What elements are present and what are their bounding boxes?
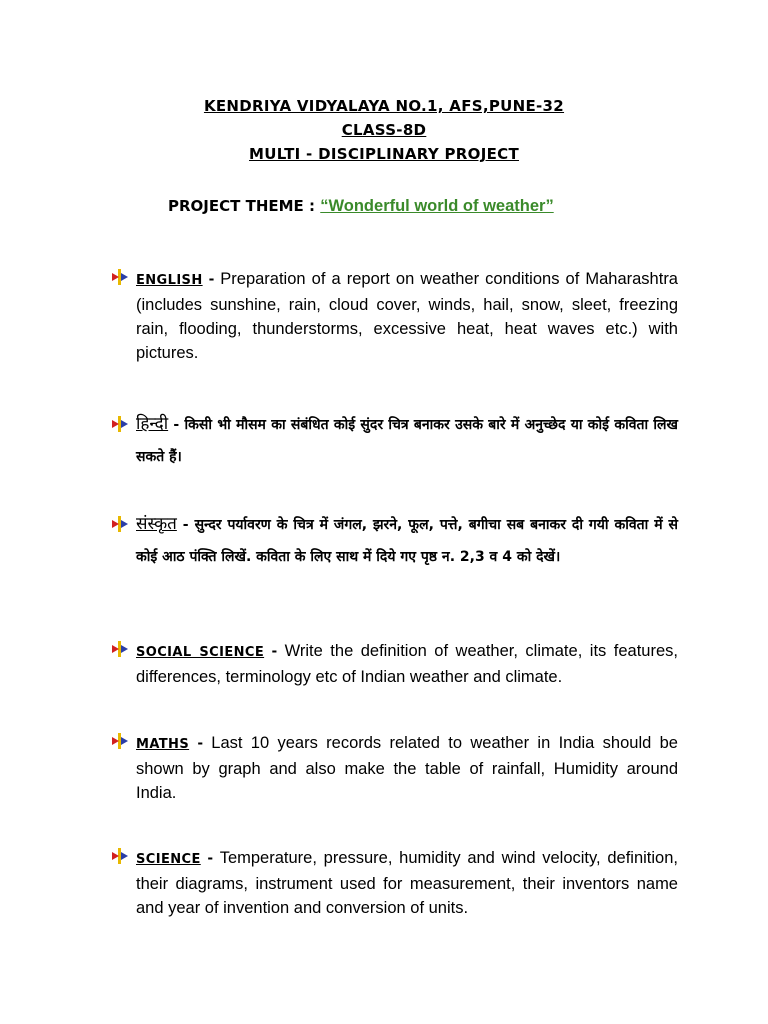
class-name: CLASS-8D (341, 121, 427, 139)
arrow-bullet-icon (112, 848, 128, 864)
subject-label: संस्कृत (136, 514, 177, 534)
item-text: Last 10 years records related to weather in India should be shown by graph and also make the table of rainfall, Humidity around India. (136, 734, 678, 802)
arrow-bullet-icon (112, 641, 128, 657)
subject-label: SCIENCE (136, 852, 201, 867)
arrow-bullet-icon (112, 516, 128, 532)
list-item-social-science: SOCIAL SCIENCE - Write the definition of weather, climate, its features, differences, terminology etc of Indian weather and climate. (112, 639, 678, 689)
list-item-sanskrit: संस्कृत - सुन्दर पर्यावरण के चित्र में जंगल, झरने, फूल, पत्ते, बगीचा सब बनाकर दी गयी कविता में से कोई आठ पंक्ति लिखें. कविता के लिए साथ में दिये गए पृष्ठ न. 2,3 व 4 को देखें। (112, 508, 678, 573)
item-text: सुन्दर पर्यावरण के चित्र में जंगल, झरने, फूल, पत्ते, बगीचा सब बनाकर दी गयी कविता में से कोई आठ पंक्ति लिखें. कविता के लिए साथ में दिये गए पृष्ठ न. 2,3 व 4 को देखें। (136, 517, 678, 565)
item-text: Preparation of a report on weather conditions of Maharashtra (includes sunshine, rain, cloud cover, winds, hail, snow, sleet, freezing rain, flooding, thunderstorms, excessive heat, heat waves etc.) with pictures. (136, 270, 678, 362)
arrow-bullet-icon (112, 416, 128, 432)
subject-label: ENGLISH (136, 273, 203, 288)
subject-label: MATHS (136, 737, 190, 752)
item-text: किसी भी मौसम का संबंधित कोई सुंदर चित्र बनाकर उसके बारे में अनुच्छेद या कोई कविता लिख सकते हैं। (136, 417, 678, 465)
item-text: Write the definition of weather, climate, its features, differences, terminology etc of Indian weather and climate. (136, 642, 678, 686)
subject-label: SOCIAL SCIENCE (136, 645, 265, 660)
arrow-bullet-icon (112, 269, 128, 285)
subject-label: हिन्दी (136, 414, 169, 434)
arrow-bullet-icon (112, 733, 128, 749)
list-item-maths: MATHS - Last 10 years records related to weather in India should be shown by graph and also make the table of rainfall, Humidity around India. (112, 731, 678, 805)
item-text: Temperature, pressure, humidity and wind velocity, definition, their diagrams, instrument used for measurement, their inventors name and year of invention and conversion of units. (136, 849, 678, 917)
school-name: KENDRIYA VIDYALAYA NO.1, AFS,PUNE-32 (203, 97, 565, 115)
project-theme (168, 197, 554, 216)
theme-quote: “Wonderful world of weather” (320, 197, 554, 215)
list-item-science: SCIENCE - Temperature, pressure, humidity and wind velocity, definition, their diagrams, instrument used for measurement, their inventors name and year of invention and conversion of units. (112, 846, 678, 920)
list-item-english: ENGLISH - Preparation of a report on weather conditions of Maharashtra (includes sunshine, rain, cloud cover, winds, hail, snow, sleet, freezing rain, flooding, thunderstorms, excessive heat, heat waves etc.) with pictures. (112, 267, 678, 365)
project-title: MULTI - DISCIPLINARY PROJECT (249, 145, 519, 163)
document-header (0, 94, 768, 166)
theme-label: PROJECT THEME : (168, 197, 316, 215)
list-item-hindi: हिन्दी - किसी भी मौसम का संबंधित कोई सुंदर चित्र बनाकर उसके बारे में अनुच्छेद या कोई कविता लिख सकते हैं। (112, 408, 678, 473)
